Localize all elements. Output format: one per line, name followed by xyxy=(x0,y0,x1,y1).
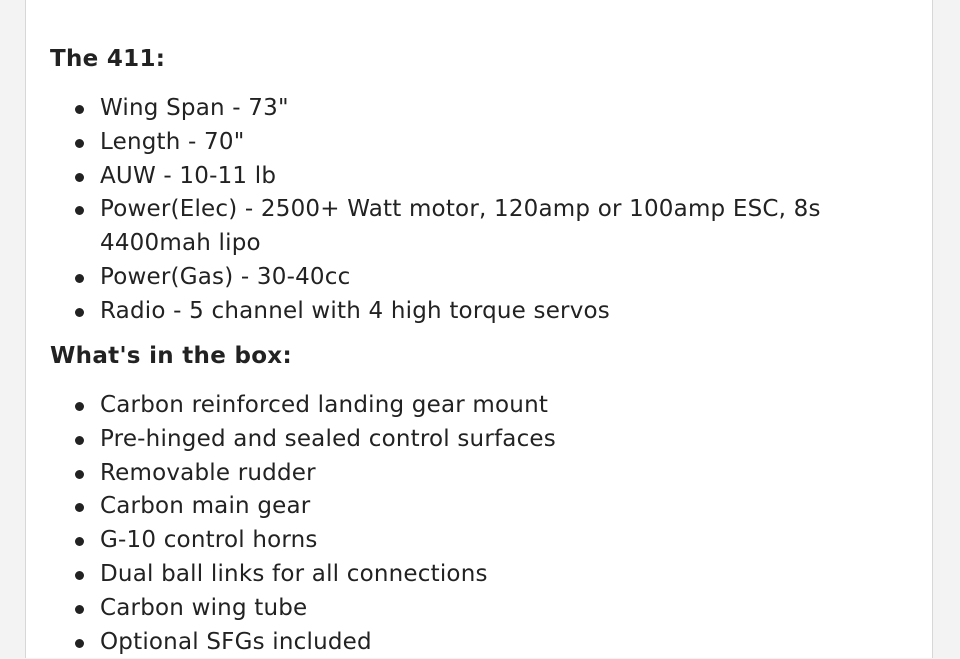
section-heading-box: What's in the box: xyxy=(50,343,292,369)
list-item: G-10 control horns xyxy=(100,524,890,558)
list-item: Wing Span - 73" xyxy=(100,92,890,126)
bullet-icon xyxy=(75,571,84,580)
list-item: Length - 70" xyxy=(100,126,890,160)
list-item: Removable rudder xyxy=(100,457,890,491)
bullet-icon xyxy=(75,605,84,614)
bullet-icon xyxy=(75,274,84,283)
bullet-icon xyxy=(75,173,84,182)
bullet-icon xyxy=(75,537,84,546)
bullet-icon xyxy=(75,470,84,479)
bullet-icon xyxy=(75,139,84,148)
list-item: Optional SFGs included xyxy=(100,626,890,659)
bullet-icon xyxy=(75,402,84,411)
bullet-icon xyxy=(75,105,84,114)
bullet-icon xyxy=(75,503,84,512)
list-item: Power(Gas) - 30-40cc xyxy=(100,261,890,295)
bullet-icon xyxy=(75,308,84,317)
specs-list xyxy=(100,92,890,329)
box-contents-list xyxy=(100,389,890,659)
list-item: Carbon main gear xyxy=(100,490,890,524)
list-item: Dual ball links for all connections xyxy=(100,558,890,592)
list-item: Power(Elec) - 2500+ Watt motor, 120amp or 100amp ESC, 8s 4400mah lipo xyxy=(100,193,890,261)
list-item: Pre-hinged and sealed control surfaces xyxy=(100,423,890,457)
bullet-icon xyxy=(75,436,84,445)
list-item: AUW - 10-11 lb xyxy=(100,160,890,194)
content-panel xyxy=(25,0,933,658)
list-item: Carbon wing tube xyxy=(100,592,890,626)
list-item: Carbon reinforced landing gear mount xyxy=(100,389,890,423)
section-heading-specs: The 411: xyxy=(50,46,166,72)
list-item: Radio - 5 channel with 4 high torque servos xyxy=(100,295,890,329)
bullet-icon xyxy=(75,206,84,215)
